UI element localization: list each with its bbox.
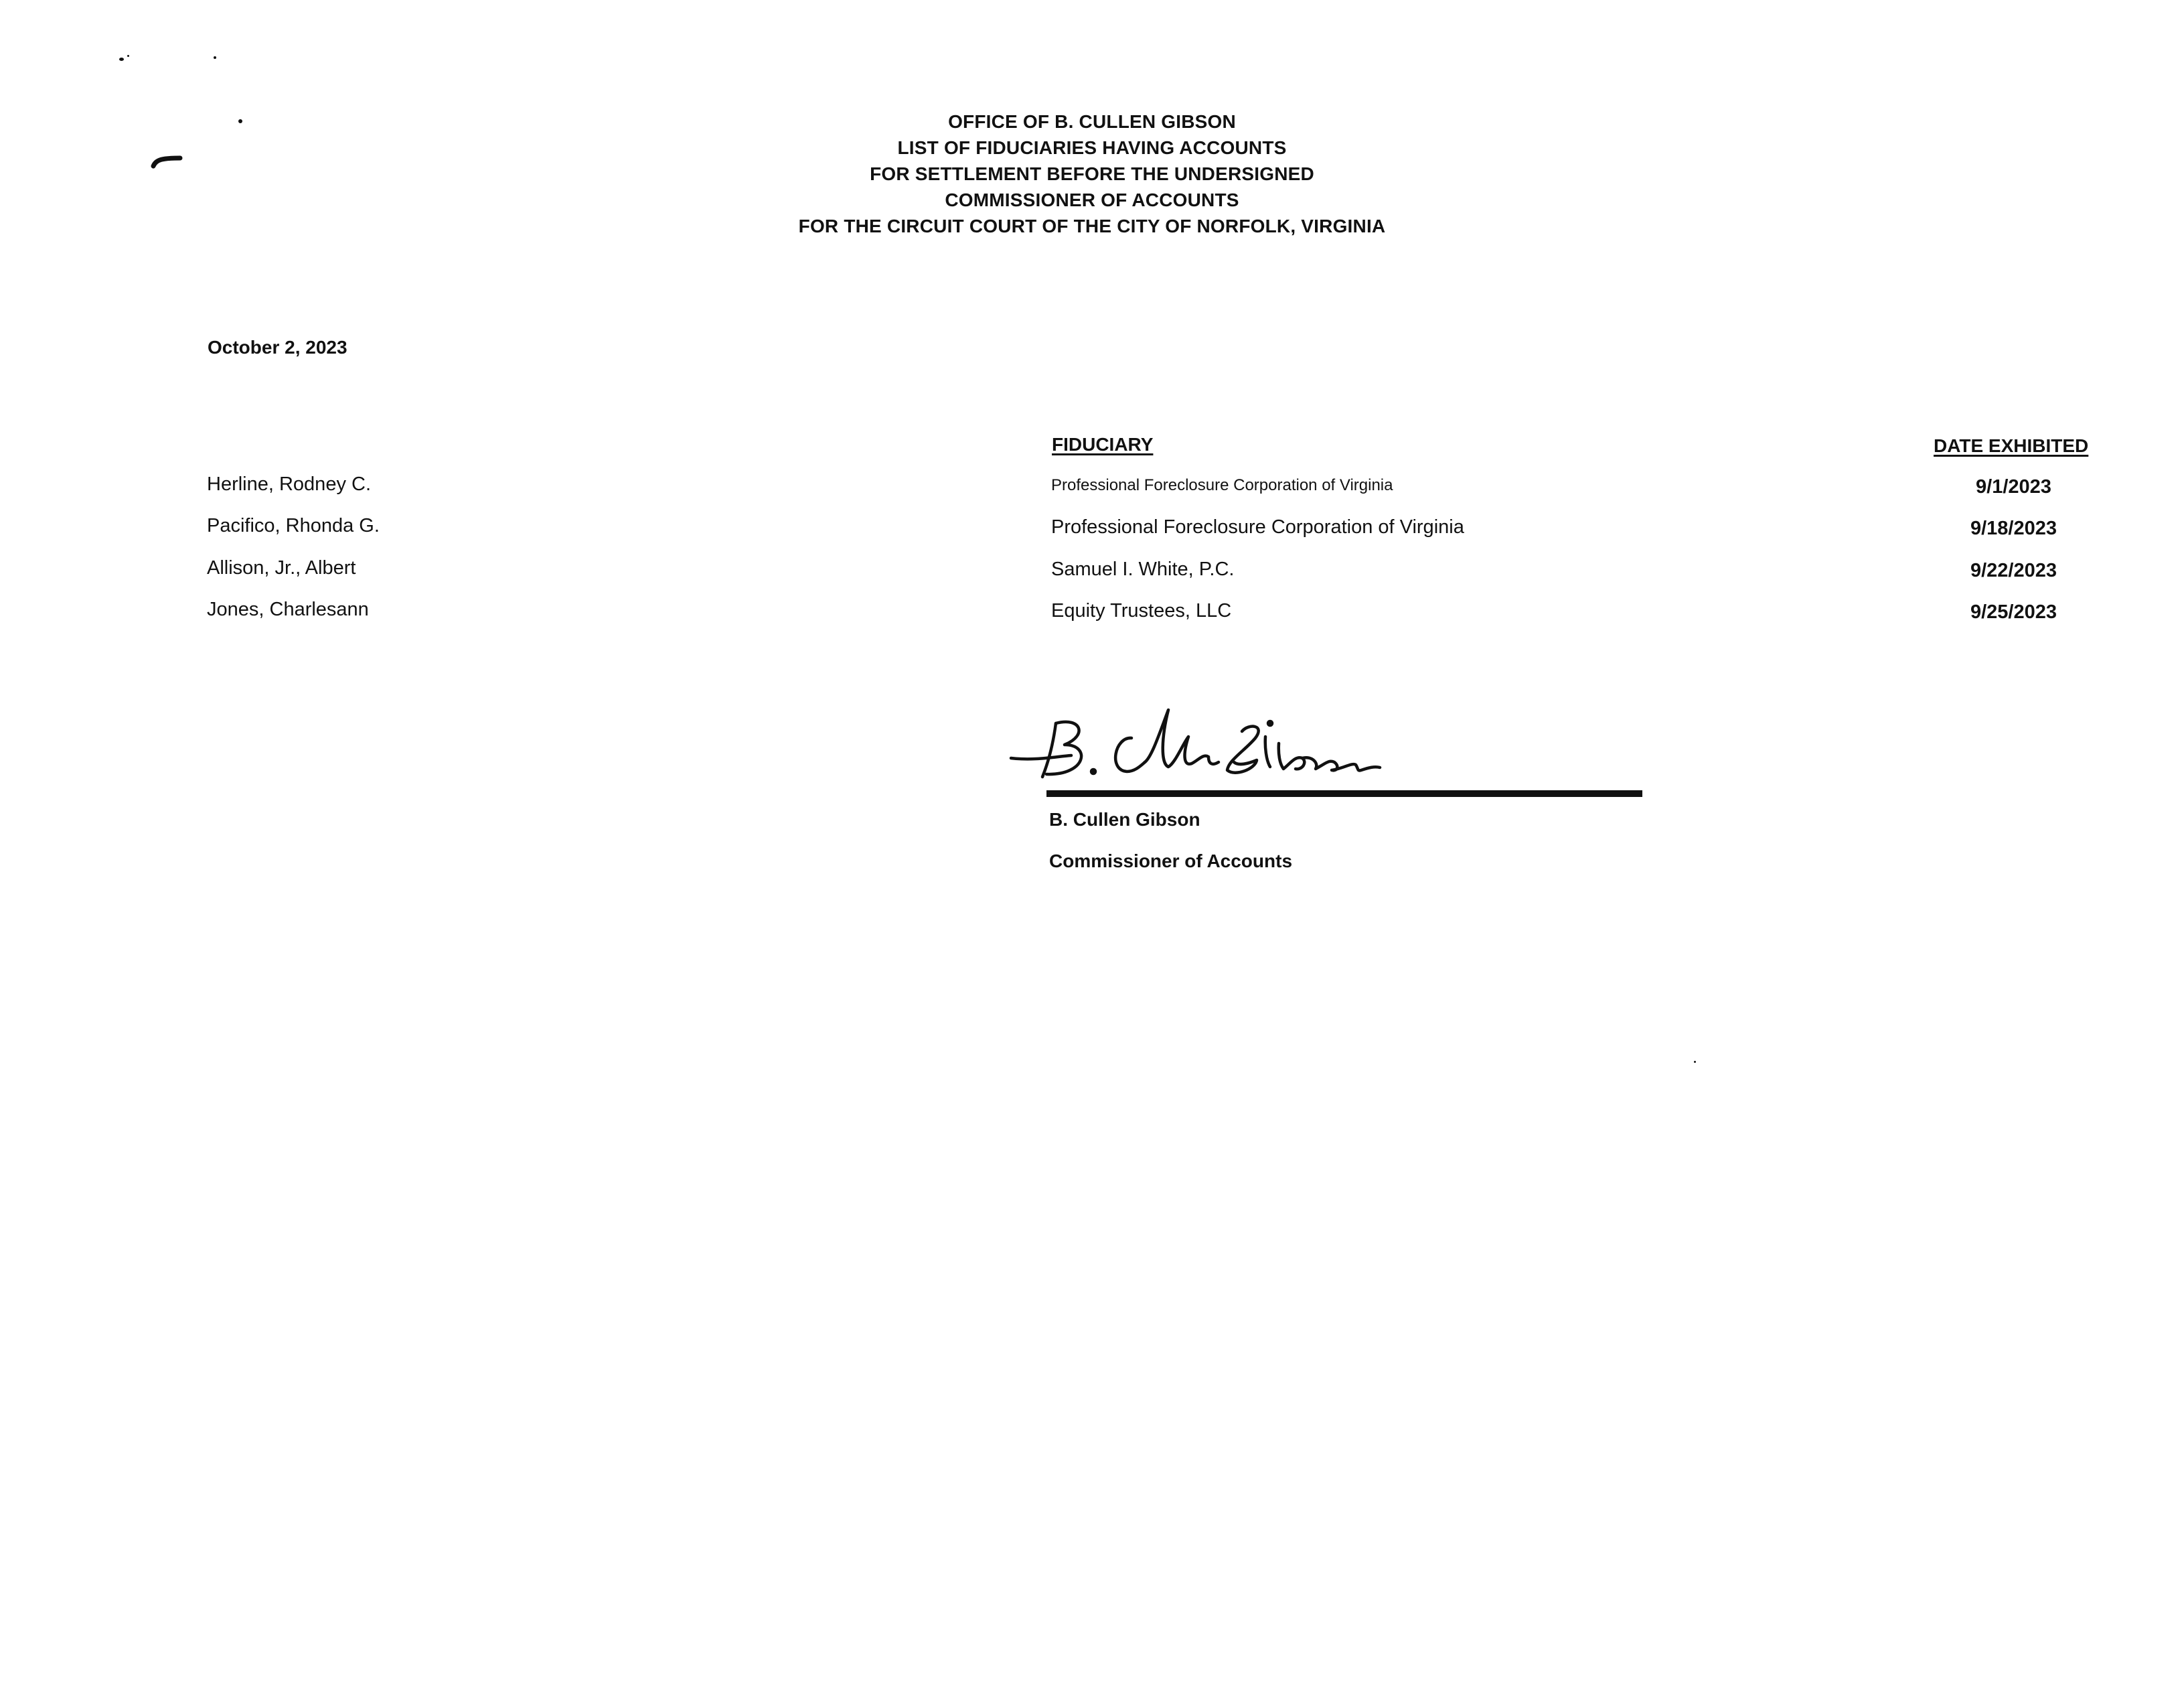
column-header-fiduciary: FIDUCIARY: [1052, 434, 1154, 455]
scan-speck: [1694, 1061, 1696, 1063]
decedent-name: Pacifico, Rhonda G.: [207, 515, 380, 536]
table-row: [0, 515, 2184, 542]
header-office: OFFICE OF B. CULLEN GIBSON: [948, 111, 1236, 132]
header-settlement: FOR SETTLEMENT BEFORE THE UNDERSIGNED: [870, 163, 1314, 184]
signature-line: [1046, 790, 1642, 797]
fiduciary-name: Professional Foreclosure Corporation of Virginia: [1051, 516, 1464, 538]
scan-speck: [127, 55, 129, 57]
scan-speck: [214, 56, 216, 59]
date-exhibited: 9/1/2023: [1976, 476, 2051, 498]
fiduciary-name: Equity Trustees, LLC: [1051, 600, 1232, 622]
table-row: [0, 473, 2184, 500]
scan-speck: [238, 119, 242, 123]
decedent-name: Allison, Jr., Albert: [207, 557, 356, 579]
signer-title: Commissioner of Accounts: [1049, 851, 1293, 871]
decedent-name: Jones, Charlesann: [207, 599, 369, 620]
header-list-title: LIST OF FIDUCIARIES HAVING ACCOUNTS: [897, 137, 1287, 158]
date-exhibited: 9/22/2023: [1970, 560, 2057, 581]
scan-speck: [119, 58, 124, 61]
decedent-name: Herline, Rodney C.: [207, 473, 371, 495]
scan-mark: [151, 153, 184, 169]
header-commissioner: COMMISSIONER OF ACCOUNTS: [945, 190, 1239, 210]
date-exhibited: 9/18/2023: [1970, 518, 2057, 539]
handwritten-signature: [1008, 697, 1383, 797]
date-exhibited: 9/25/2023: [1970, 601, 2057, 623]
document-date: October 2, 2023: [208, 337, 347, 358]
fiduciary-name: Professional Foreclosure Corporation of Virginia: [1051, 476, 1393, 494]
fiduciary-name: Samuel I. White, P.C.: [1051, 559, 1235, 580]
document-header: [623, 108, 1561, 239]
table-row: [0, 557, 2184, 584]
signer-name: B. Cullen Gibson: [1049, 809, 1200, 830]
table-row: [0, 599, 2184, 626]
header-court: FOR THE CIRCUIT COURT OF THE CITY OF NORFOLK, VIRGINIA: [798, 216, 1386, 236]
column-header-date-exhibited: DATE EXHIBITED: [1934, 435, 2089, 456]
